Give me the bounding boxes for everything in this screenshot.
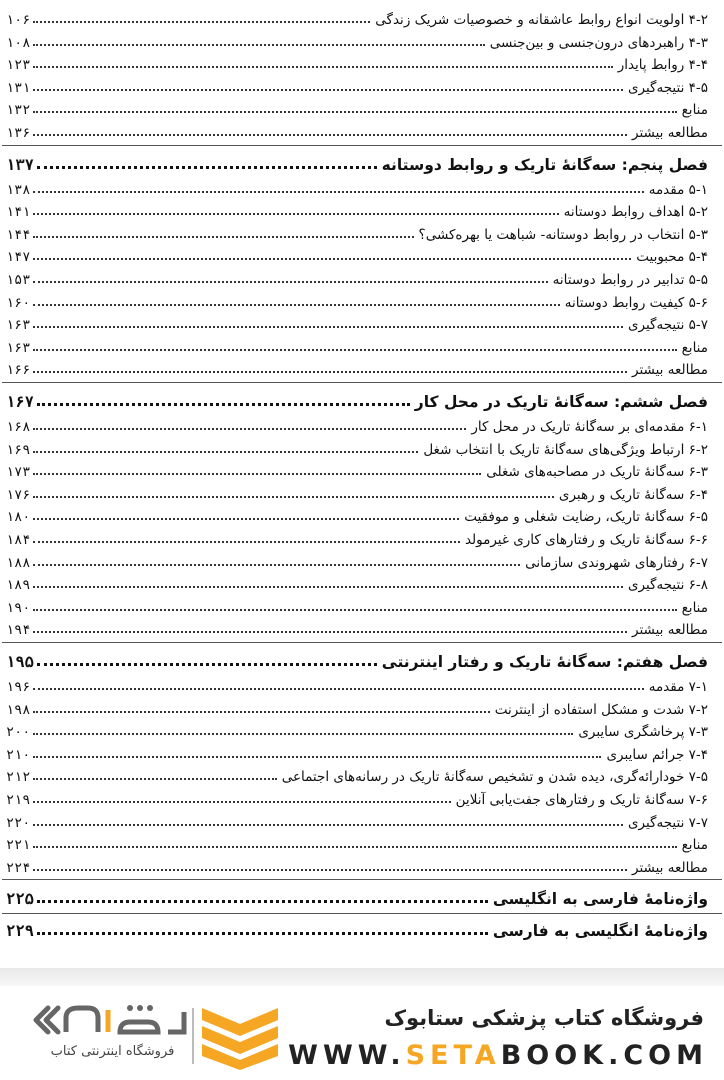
logo-subtitle: فروشگاه اینترنتی کتاب — [50, 1044, 175, 1059]
page-bottom-shadow — [0, 968, 724, 986]
toc-page-number: ۱۸۸ — [6, 554, 31, 571]
toc-page-number: ۱۳۶ — [6, 125, 31, 141]
dot-leader — [37, 166, 377, 169]
toc-page-number: ۱۹۴ — [6, 622, 31, 639]
dot-leader — [33, 326, 623, 328]
toc-entry-title: منابع — [681, 599, 708, 616]
dot-leader — [33, 869, 627, 871]
toc-page-number: ۲۲۴ — [6, 859, 31, 876]
toc-entry-title: ۶-۳ سه‌گانۀ تاریک در مصاحبه‌های شغلی — [486, 464, 708, 481]
toc-entry-title: ۵-۱ مقدمه — [648, 181, 708, 198]
website-suffix: BOOK.COM — [500, 1040, 708, 1071]
setabook-logo-icon — [30, 996, 190, 1044]
dot-leader — [33, 778, 276, 780]
toc-entry-title: ۶-۸ نتیجه‌گیری — [627, 577, 708, 594]
toc-page-number: ۱۰۶ — [6, 12, 31, 28]
store-name: فروشگاه کتاب پزشکی ستابوک — [384, 1006, 704, 1030]
dot-leader — [33, 66, 612, 68]
toc-entry-row — [6, 763, 708, 785]
toc-entry-title: ۵-۴ محبوبیت — [636, 249, 708, 266]
section-divider — [2, 145, 722, 146]
toc-entry-row — [6, 809, 708, 831]
stacked-chevrons-icon — [198, 1000, 282, 1070]
dot-leader — [33, 711, 489, 713]
toc-page-number: ۱۹۶ — [6, 679, 31, 695]
toc-chapter-row — [6, 647, 708, 671]
toc-entry-title: ۵-۳ انتخاب در روابط دوستانه- شباهت یا بهره‌کشی؟ — [418, 226, 708, 243]
toc-page-number: ۱۶۹ — [6, 441, 31, 458]
dot-leader — [37, 403, 410, 406]
section-divider — [2, 382, 722, 383]
dot-leader — [33, 236, 413, 238]
dot-leader — [33, 564, 520, 566]
toc-entry-title: ۷-۱ مقدمه — [648, 679, 708, 695]
toc-entry-row — [6, 741, 708, 763]
dot-leader — [33, 451, 418, 453]
toc-entry-title: ۷-۴ جرائم سایبری — [606, 746, 708, 763]
toc-page-number: ۱۸۴ — [6, 532, 31, 548]
section-divider — [2, 879, 722, 880]
toc-entry-title: مطالعه بیشتر — [632, 622, 708, 639]
toc-entry-row — [6, 6, 708, 28]
toc-entry-title: ۵-۲ اهداف روابط دوستانه — [563, 204, 708, 221]
toc-entry-title: منابع — [681, 102, 708, 119]
toc-entry-title: ۷-۵ خودارائه‌گری، دیده شدن و تشخیص سه‌گانۀ تاریک در رسانه‌های اجتماعی — [281, 769, 708, 786]
toc-entry-row — [6, 96, 708, 118]
toc-entry-title: واژه‌نامۀ فارسی به انگلیسی — [492, 890, 708, 909]
section-divider — [2, 913, 722, 914]
dot-leader — [37, 932, 488, 935]
toc-entry-row — [6, 176, 708, 198]
dot-leader — [33, 111, 676, 113]
toc-entry-row — [6, 334, 708, 356]
toc-page-number: ۱۹۰ — [6, 599, 31, 616]
toc-page-number: ۱۷۳ — [6, 464, 31, 481]
logo-divider — [192, 1008, 194, 1064]
toc-entry-title: ۴-۲ اولویت انواع روابط عاشقانه و خصوصیات شریک زندگی — [375, 12, 708, 28]
toc-entry-row — [6, 436, 708, 458]
toc-page-number: ۱۶۳ — [6, 339, 31, 356]
toc-entry-row — [6, 831, 708, 853]
toc-entry-title: ۴-۴ روابط پایدار — [617, 57, 708, 74]
dot-leader — [37, 900, 488, 903]
toc-entry-row — [6, 29, 708, 51]
toc-entry-row — [6, 526, 708, 548]
toc-entry-title: ۵-۷ نتیجه‌گیری — [627, 317, 708, 334]
toc-entry-row — [6, 503, 708, 525]
toc-page-number: ۲۲۰ — [6, 814, 31, 831]
toc-page-number: ۱۷۶ — [6, 486, 31, 503]
dot-leader — [33, 349, 676, 351]
dot-leader — [33, 631, 627, 633]
dot-leader — [33, 428, 466, 430]
dot-leader — [33, 371, 627, 373]
toc-entry-title: ۶-۴ سه‌گانۀ تاریک و رهبری — [558, 486, 708, 503]
dot-leader — [33, 733, 573, 735]
dot-leader — [33, 89, 623, 91]
dot-leader — [33, 541, 460, 543]
toc-entry-title: واژه‌نامۀ انگلیسی به فارسی — [492, 922, 708, 941]
toc-entry-row — [6, 74, 708, 96]
toc-entry-title: فصل پنجم: سه‌گانۀ تاریک و روابط دوستانه — [381, 155, 708, 174]
toc-page-number: ۲۲۱ — [6, 837, 31, 854]
website-prefix: WWW. — [288, 1040, 406, 1071]
toc-entry-title: ۵-۶ کیفیت روابط دوستانه — [564, 294, 708, 311]
dot-leader — [33, 824, 623, 826]
toc-entry-row — [6, 481, 708, 503]
dot-leader — [33, 44, 484, 46]
toc-entry-row — [6, 718, 708, 740]
toc-page-number: ۱۰۸ — [6, 34, 31, 51]
toc-chapter-row — [6, 150, 708, 174]
toc-entry-title: ۶-۱ مقدمه‌ای بر سه‌گانۀ تاریک در محل کار — [471, 419, 708, 435]
toc-entry-title: مطالعه بیشتر — [632, 859, 708, 876]
website-link[interactable] — [288, 1040, 708, 1071]
toc-page-number: ۱۶۸ — [6, 419, 31, 435]
toc-entry-title: ۶-۶ سه‌گانۀ تاریک و رفتارهای کاری غیرمولد — [464, 532, 708, 548]
toc-page-number: ۲۰۰ — [6, 724, 31, 741]
dot-leader — [33, 756, 601, 758]
toc-entry-title: ۶-۲ ارتباط ویژگی‌های سه‌گانۀ تاریک با انتخاب شغل — [423, 441, 708, 458]
dot-leader — [33, 213, 558, 215]
toc-page-number: ۱۴۱ — [6, 204, 31, 221]
toc-entry-title: ۷-۶ سه‌گانۀ تاریک و رفتارهای جفت‌یابی آنلاین — [455, 792, 708, 808]
dot-leader — [37, 663, 377, 666]
toc-page-number: ۲۲۹ — [6, 922, 34, 941]
toc-entry-title: فصل ششم: سه‌گانۀ تاریک در محل کار — [414, 393, 708, 411]
toc-entry-row — [6, 119, 708, 141]
toc-entry-row — [6, 198, 708, 220]
dot-leader — [33, 846, 676, 848]
toc-entry-title: مطالعه بیشتر — [632, 362, 708, 379]
toc-page-number: ۱۳۸ — [6, 181, 31, 198]
toc-entry-row — [6, 458, 708, 480]
toc-entry-title: ۵-۵ تدابیر در روابط دوستانه — [552, 272, 708, 288]
toc-page-number: ۱۵۳ — [6, 272, 31, 288]
toc-page-number: ۲۱۲ — [6, 769, 31, 786]
toc-entry-row — [6, 673, 708, 695]
toc-entry-row — [6, 616, 708, 638]
toc-page-number: ۲۲۵ — [6, 890, 34, 909]
toc-entry-row — [6, 696, 708, 718]
toc-entry-row — [6, 311, 708, 333]
toc-page-number: ۱۹۵ — [6, 653, 34, 671]
toc-page-number: ۱۳۱ — [6, 79, 31, 96]
toc-entry-title: ۷-۷ نتیجه‌گیری — [627, 814, 708, 831]
toc-entry-row — [6, 266, 708, 288]
toc-page-number: ۱۶۶ — [6, 362, 31, 379]
toc-page-number: ۱۸۹ — [6, 577, 31, 594]
toc-entry-title: مطالعه بیشتر — [632, 125, 708, 141]
toc-entry-title: ۷-۲ شدت و مشکل استفاده از اینترنت — [494, 701, 708, 718]
dot-leader — [33, 21, 370, 23]
dot-leader — [33, 134, 627, 136]
toc-page-number: ۱۶۳ — [6, 317, 31, 334]
website-highlight: SETA — [405, 1040, 501, 1071]
toc-entry-row — [6, 356, 708, 378]
toc-entry-row — [6, 243, 708, 265]
toc-entry-title: ۶-۷ رفتارهای شهروندی سازمانی — [525, 554, 708, 571]
toc-entry-title: ۴-۳ راهبردهای درون‌جنسی و بین‌جنسی — [489, 34, 708, 51]
toc-page-number: ۱۳۲ — [6, 102, 31, 119]
toc-page-number: ۱۶۰ — [6, 294, 31, 311]
store-footer — [0, 986, 724, 1080]
toc-page-number: ۱۴۴ — [6, 226, 31, 243]
toc-entry-row — [6, 51, 708, 73]
toc-entry-title: ۴-۵ نتیجه‌گیری — [627, 79, 708, 96]
dot-leader — [33, 473, 481, 475]
toc-page-number: ۱۶۷ — [6, 393, 34, 411]
toc-entry-title: ۷-۳ پرخاشگری سایبری — [578, 724, 708, 741]
toc-page-number: ۱۴۷ — [6, 249, 31, 266]
toc-page-number: ۱۸۰ — [6, 509, 31, 526]
toc-entry-row — [6, 571, 708, 593]
toc-page-number: ۱۳۷ — [6, 155, 34, 174]
dot-leader — [33, 281, 547, 283]
toc-entry-row — [6, 289, 708, 311]
dot-leader — [33, 191, 643, 193]
toc-page-number: ۲۱۰ — [6, 746, 31, 763]
dot-leader — [33, 496, 554, 498]
toc-entry-row — [6, 549, 708, 571]
dot-leader — [33, 304, 559, 306]
toc-page-number: ۲۱۹ — [6, 792, 31, 808]
toc-entry-title: منابع — [681, 339, 708, 356]
toc-entry-row — [6, 221, 708, 243]
dot-leader — [33, 518, 459, 520]
toc-entry-title: ۶-۵ سه‌گانۀ تاریک، رضایت شغلی و موفقیت — [464, 509, 708, 526]
dot-leader — [33, 801, 450, 803]
dot-leader — [33, 609, 676, 611]
toc-chapter-row — [6, 916, 708, 940]
dot-leader — [33, 688, 643, 690]
toc-chapter-row — [6, 884, 708, 908]
toc-page-number: ۱۹۸ — [6, 701, 31, 718]
toc-entry-row — [6, 854, 708, 876]
toc-entry-title: فصل هفتم: سه‌گانۀ تاریک و رفتار اینترنتی — [381, 653, 708, 671]
toc-entry-row — [6, 413, 708, 435]
toc-page-number: ۱۲۳ — [6, 57, 31, 74]
dot-leader — [33, 258, 631, 260]
toc-entry-title: منابع — [681, 837, 708, 854]
section-divider — [2, 642, 722, 643]
toc-entry-row — [6, 786, 708, 808]
dot-leader — [33, 586, 623, 588]
toc-entry-row — [6, 594, 708, 616]
toc-chapter-row — [6, 387, 708, 411]
